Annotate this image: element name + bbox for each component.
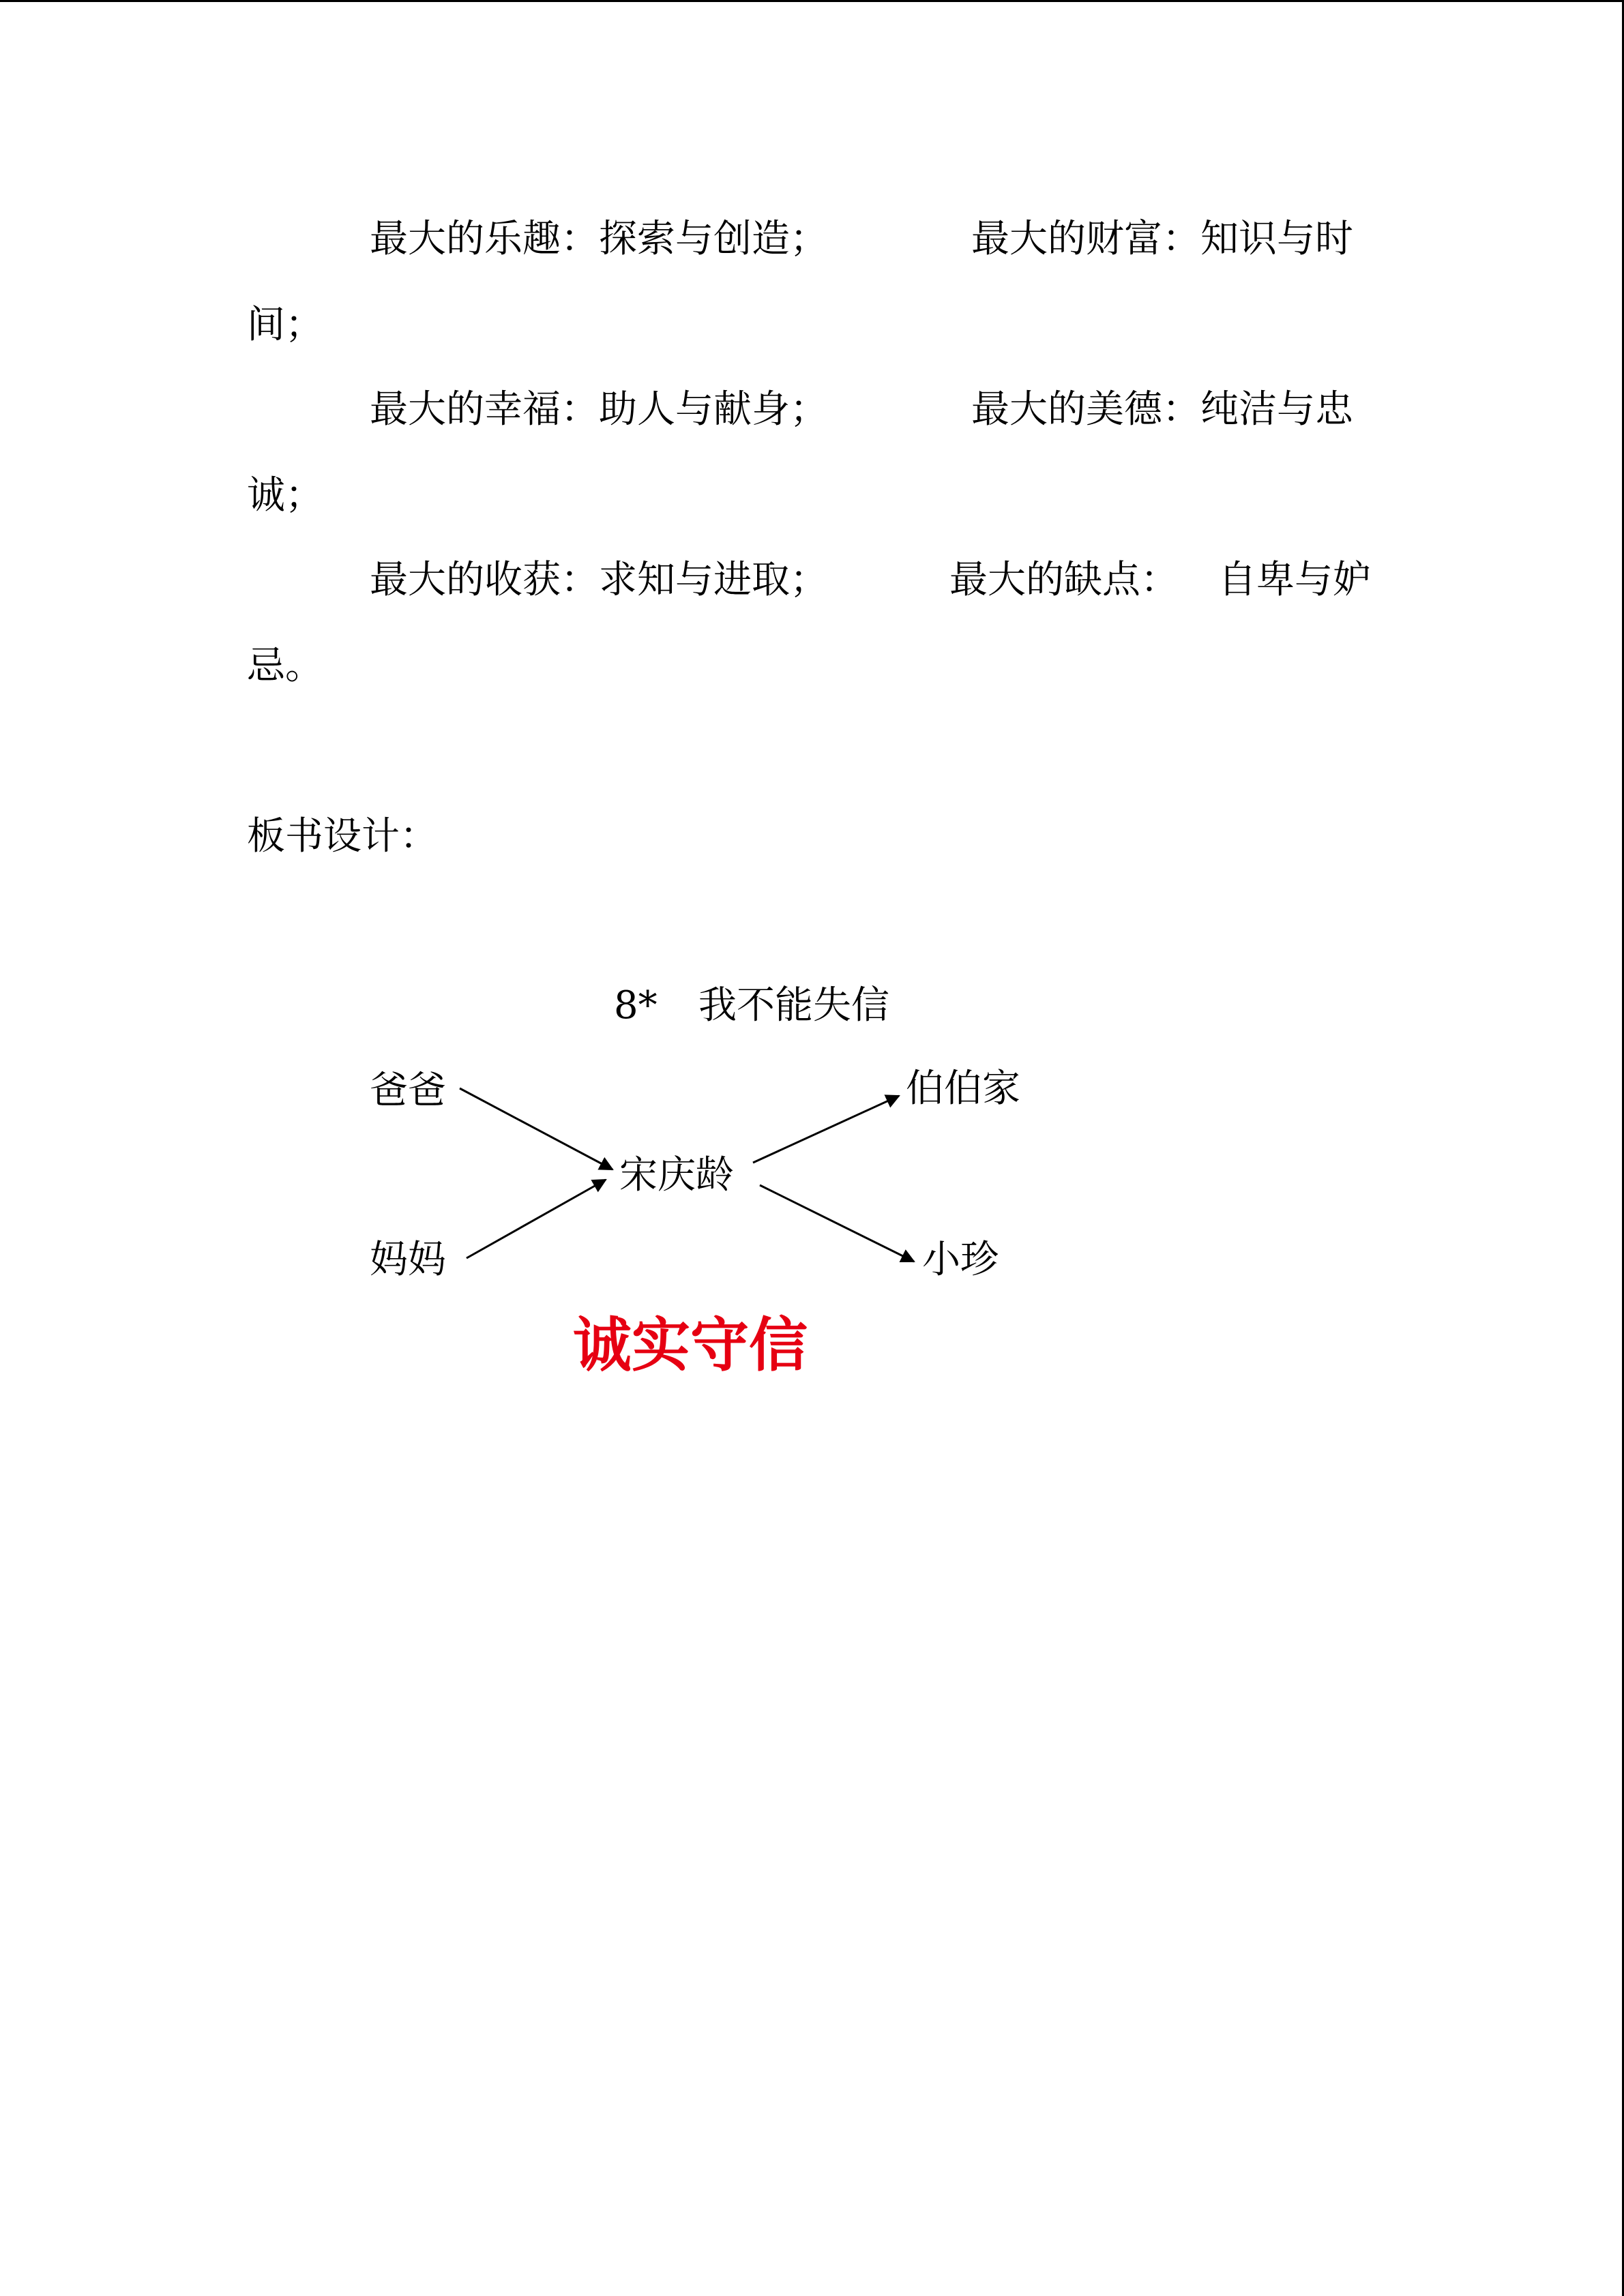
text-line-wealth-continued: 间； xyxy=(247,303,323,347)
text-line-virtue-continued: 诚； xyxy=(247,473,323,518)
text-line-wealth: 最大的财富：知识与时 xyxy=(971,217,1353,261)
text-line-shortcoming-value: 自卑与妒 xyxy=(1218,558,1371,602)
arrow-father-to-center xyxy=(460,1088,612,1169)
text-line-gain: 最大的收获：求知与进取； xyxy=(370,558,828,602)
arrow-mother-to-center xyxy=(467,1180,606,1258)
text-line-virtue: 最大的美德：纯洁与忠 xyxy=(971,387,1353,432)
lesson-number: 8* xyxy=(614,983,658,1028)
motto-honesty: 诚实守信 xyxy=(573,1311,808,1380)
node-uncle-home: 伯伯家 xyxy=(906,1067,1020,1111)
node-xiaozhen: 小珍 xyxy=(922,1238,999,1282)
text-line-happiness: 最大的幸福：助人与献身； xyxy=(370,387,828,432)
lesson-title: 我不能失信 xyxy=(698,983,889,1028)
section-heading-board-design: 板书设计： xyxy=(247,814,438,859)
text-line-shortcoming-continued: 忌。 xyxy=(247,644,323,688)
node-father: 爸爸 xyxy=(370,1069,446,1113)
text-line-shortcoming-label: 最大的缺点： xyxy=(949,558,1179,602)
node-song-qingling: 宋庆龄 xyxy=(619,1153,734,1197)
node-mother: 妈妈 xyxy=(370,1238,446,1282)
text-line-joy: 最大的乐趣：探索与创造； xyxy=(370,217,828,261)
arrow-center-to-uncle xyxy=(753,1096,899,1163)
arrow-center-to-xiaozhen xyxy=(760,1185,914,1262)
